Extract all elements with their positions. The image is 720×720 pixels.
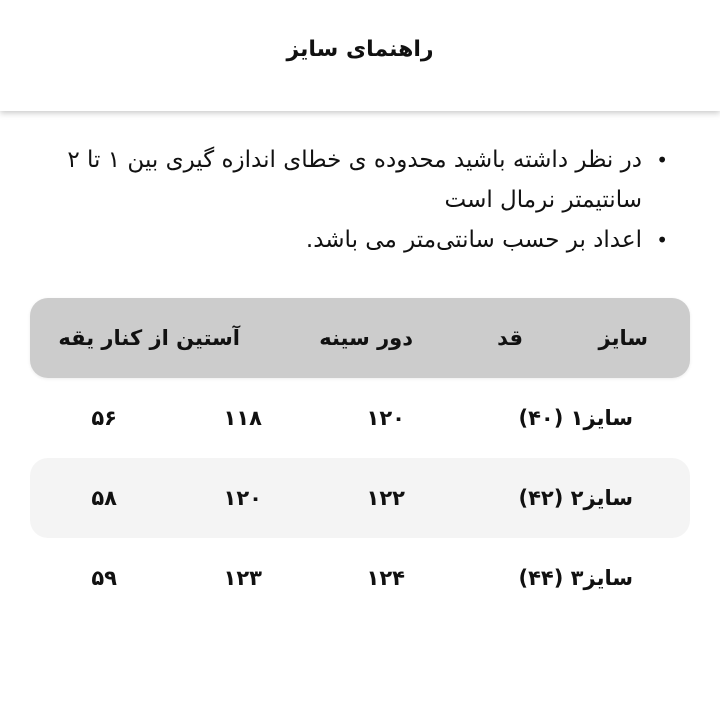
bullet-icon: • bbox=[656, 148, 668, 172]
note-item bbox=[42, 220, 672, 260]
page-title: راهنمای سایز bbox=[286, 37, 434, 62]
column-header-sleeve: آستین از کنار یقه bbox=[58, 326, 240, 350]
cell-sleeve: ۵۶ bbox=[91, 406, 117, 430]
cell-chest: ۱۲۳ bbox=[223, 566, 262, 590]
size-table bbox=[30, 298, 690, 618]
table-row bbox=[30, 378, 690, 458]
app-header bbox=[0, 0, 720, 111]
cell-size: سایز۱ (۴۰) bbox=[518, 406, 633, 430]
cell-size: سایز۳ (۴۴) bbox=[518, 566, 633, 590]
column-header-height: قد bbox=[497, 326, 523, 350]
cell-chest: ۱۱۸ bbox=[223, 406, 262, 430]
column-header-chest: دور سینه bbox=[319, 326, 413, 350]
note-item bbox=[42, 140, 672, 220]
cell-chest: ۱۲۰ bbox=[223, 486, 262, 510]
note-text: در نظر داشته باشید محدوده ی خطای اندازه گیری بین ۱ تا ۲ سانتیمتر نرمال است bbox=[67, 147, 642, 213]
cell-height: ۱۲۴ bbox=[366, 566, 405, 590]
note-text: اعداد بر حسب سانتی‌متر می باشد. bbox=[305, 227, 642, 253]
cell-height: ۱۲۲ bbox=[366, 486, 405, 510]
bullet-icon: • bbox=[656, 228, 668, 252]
column-header-size: سایز bbox=[598, 326, 648, 350]
notes-list bbox=[42, 140, 672, 260]
cell-size: سایز۲ (۴۲) bbox=[518, 486, 633, 510]
cell-sleeve: ۵۸ bbox=[91, 486, 117, 510]
table-row bbox=[30, 458, 690, 538]
table-header bbox=[30, 298, 690, 378]
table-row bbox=[30, 538, 690, 618]
cell-height: ۱۲۰ bbox=[366, 406, 405, 430]
cell-sleeve: ۵۹ bbox=[91, 566, 117, 590]
